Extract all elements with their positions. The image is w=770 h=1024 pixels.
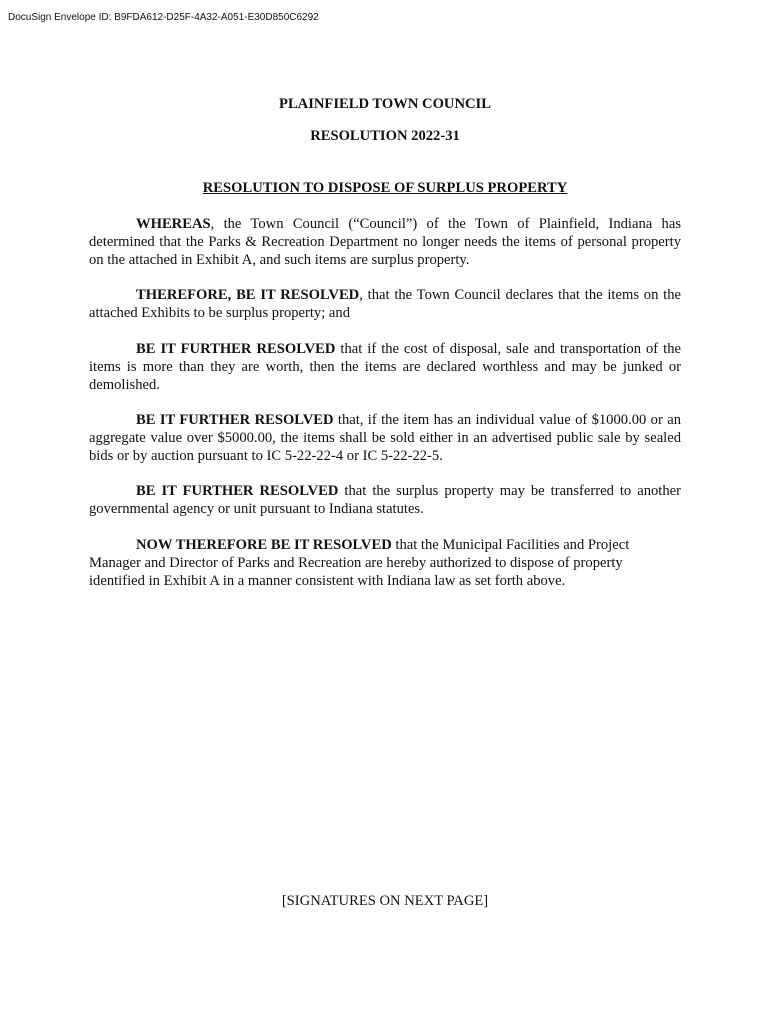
paragraph-text: , the Town Council (“Council”) of the Town of Plainfield, Indiana has determined that the Parks & Recreation Department no longer needs the items of personal property on the attached in Exhibit A, and such items are surplus property. [89, 216, 681, 268]
transfer-paragraph [89, 482, 681, 518]
paragraph-lead: BE IT FURTHER RESOLVED [136, 412, 334, 428]
paragraph-lead: THEREFORE, BE IT RESOLVED [136, 287, 360, 303]
sale-paragraph [89, 411, 681, 465]
paragraph-text: that the Municipal Facilities and Project Manager and Director of Parks and Recreation are hereby authorized to dispose of property identified in Exhibit A in a manner consistent with Indiana law as set forth above. [89, 537, 630, 589]
paragraph-text: that the surplus property may be transferred to another governmental agency or unit pursuant to Indiana statutes. [89, 483, 681, 517]
paragraph-lead: WHEREAS [136, 216, 211, 232]
paragraph-lead: NOW THEREFORE BE IT RESOLVED [136, 537, 392, 553]
therefore-paragraph [89, 286, 681, 322]
paragraph-text: , that the Town Council declares that the items on the attached Exhibits to be surplus property; and [89, 287, 681, 321]
authorization-paragraph [89, 536, 681, 590]
whereas-paragraph [89, 215, 681, 269]
signatures-note: [SIGNATURES ON NEXT PAGE] [281, 893, 489, 909]
paragraph-lead: BE IT FURTHER RESOLVED [136, 483, 339, 499]
paragraph-text: that if the cost of disposal, sale and transportation of the items is more than they are worth, then the items are declared worthless and may be junked or demolished. [89, 341, 681, 393]
council-heading: PLAINFIELD TOWN COUNCIL [279, 96, 491, 112]
paragraph-lead: BE IT FURTHER RESOLVED [136, 341, 336, 357]
paragraph-text: that, if the item has an individual value of $1000.00 or an aggregate value over $5000.00, the items shall be sold either in an advertised public sale by sealed bids or by auction pursuant to IC 5-22-22-4 or IC 5-22-22-5. [89, 412, 681, 464]
worthless-paragraph [89, 340, 681, 394]
envelope-id: DocuSign Envelope ID: B9FDA612-D25F-4A32-A051-E30D850C6292 [8, 12, 319, 23]
resolution-title: RESOLUTION TO DISPOSE OF SURPLUS PROPERTY [202, 180, 568, 196]
resolution-number: RESOLUTION 2022-31 [310, 128, 460, 144]
